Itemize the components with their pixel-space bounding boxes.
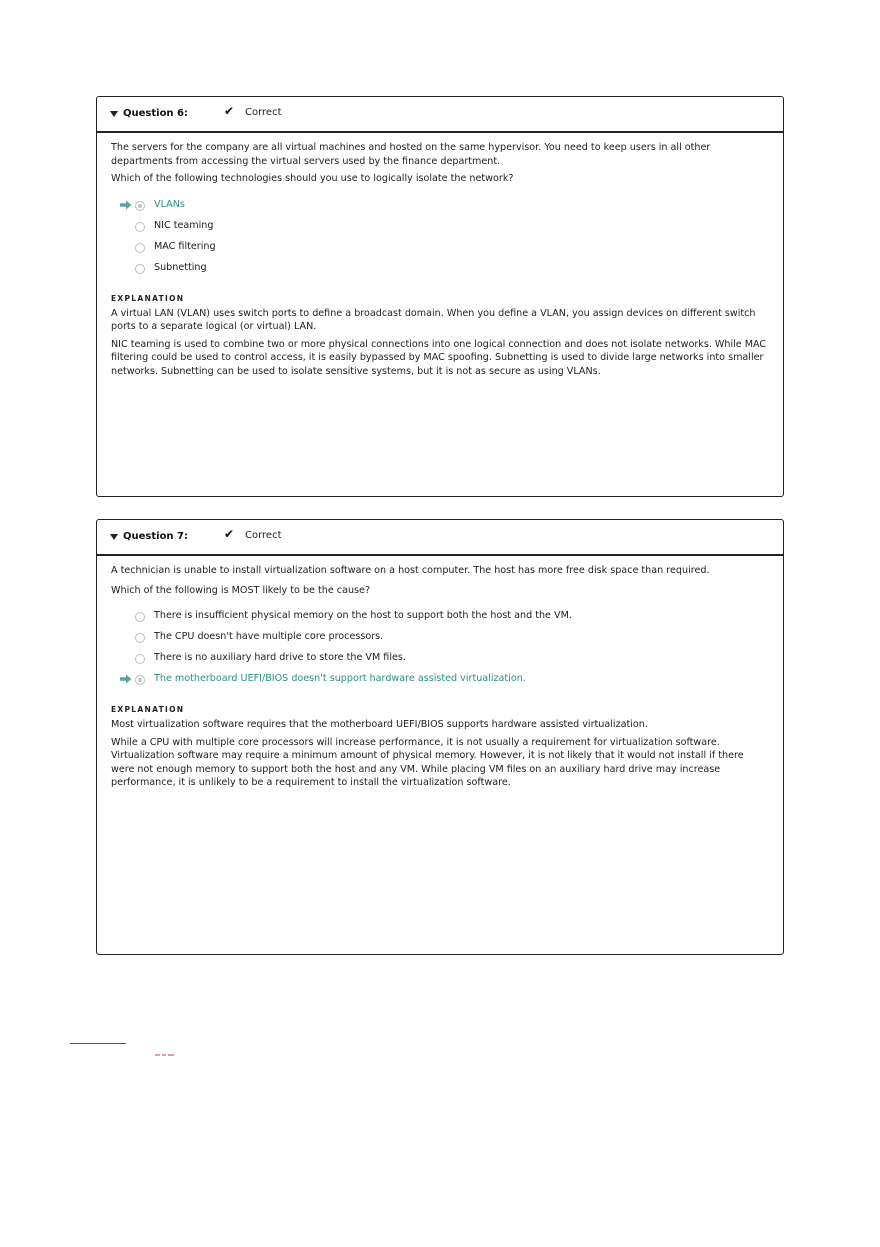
footer-mark <box>155 1041 177 1044</box>
answer-text: The CPU doesn't have multiple core processors. <box>154 631 384 642</box>
answer-list <box>111 609 769 693</box>
question-card-7 <box>96 519 784 955</box>
explanation-title: EXPLANATION <box>111 705 185 714</box>
question-body <box>97 133 783 378</box>
question-number: Question 6: <box>123 108 188 119</box>
answer-option[interactable] <box>111 219 769 240</box>
answer-option[interactable] <box>111 630 769 651</box>
answer-option[interactable] <box>111 261 769 282</box>
stem-paragraph: Which of the following technologies should you use to logically isolate the network? <box>111 173 514 184</box>
question-header[interactable] <box>97 520 783 556</box>
answer-text: VLANs <box>154 198 185 210</box>
question-number: Question 7: <box>123 531 188 542</box>
answer-option[interactable] <box>111 609 769 630</box>
answer-text: NIC teaming <box>154 219 214 231</box>
stem-paragraph: A technician is unable to install virtualization software on a host computer. The host has more free disk space than required. <box>111 565 710 576</box>
explanation-section <box>111 705 769 790</box>
explanation-title: EXPLANATION <box>111 293 185 303</box>
answer-option[interactable] <box>111 198 769 219</box>
question-stem <box>111 564 769 597</box>
radio-button[interactable] <box>135 675 145 685</box>
explanation-paragraph: A virtual LAN (VLAN) uses switch ports to define a broadcast domain. When you define a VLAN, you assign devices on different switch ports to a separate logical (or virtual) LAN. <box>111 307 756 332</box>
question-stem <box>111 141 769 186</box>
answer-list <box>111 198 769 282</box>
answer-text: There is no auxiliary hard drive to store the VM files. <box>154 652 406 663</box>
answer-text: MAC filtering <box>154 240 216 252</box>
stem-paragraph: The servers for the company are all virtual machines and hosted on the same hypervisor. You need to keep users in all other departments from accessing the virtual servers used by the finance department. <box>111 142 711 167</box>
answer-text: Subnetting <box>154 261 207 273</box>
explanation-paragraph: NIC teaming is used to combine two or more physical connections into one logical connection and does not isolate networks. While MAC filtering could be used to control access, it is easily bypassed by MAC spoofing. Subnetting is used to divide large networks into smaller networks. Subnetting can be used to isolate sensitive systems, but it is not as secure as using VLANs. <box>111 338 767 377</box>
radio-button[interactable] <box>135 201 145 211</box>
radio-button[interactable] <box>135 264 145 274</box>
stem-paragraph: Which of the following is MOST likely to be the cause? <box>111 584 371 596</box>
footer-divider <box>70 1043 126 1044</box>
radio-button[interactable] <box>135 243 145 253</box>
answer-option[interactable] <box>111 651 769 672</box>
explanation-section <box>111 294 769 379</box>
radio-button[interactable] <box>135 612 145 622</box>
arrow-right-icon <box>120 674 132 684</box>
status-text: Correct <box>245 530 282 541</box>
radio-button[interactable] <box>135 222 145 232</box>
explanation-paragraph: Most virtualization software requires that the motherboard UEFI/BIOS supports hardware assisted virtualization. <box>111 719 648 730</box>
answer-text: There is insufficient physical memory on the host to support both the host and the VM. <box>154 610 572 621</box>
status-text: Correct <box>245 107 282 118</box>
caret-down-icon[interactable] <box>110 534 118 540</box>
question-card-6 <box>96 96 784 497</box>
explanation-paragraph: While a CPU with multiple core processors will increase performance, it is not usually a requirement for virtualization software. Virtualization software may require a minimum amount of physical memory. However, it is not likely that it would not install if there were not enough memory to support both the host and any VM. While placing VM files on an auxiliary hard drive may increase performance, it is unlikely to be a requirement to install the virtualization software. <box>111 736 744 788</box>
caret-down-icon[interactable] <box>110 111 118 117</box>
checkmark-icon: ✔ <box>224 104 235 118</box>
question-header[interactable] <box>97 97 783 133</box>
answer-option[interactable] <box>111 672 769 693</box>
radio-button[interactable] <box>135 654 145 664</box>
question-body <box>97 556 783 790</box>
arrow-right-icon <box>120 200 132 210</box>
answer-text: The motherboard UEFI/BIOS doesn't support hardware assisted virtualization. <box>154 673 526 684</box>
answer-option[interactable] <box>111 240 769 261</box>
checkmark-icon: ✔ <box>224 527 235 541</box>
radio-button[interactable] <box>135 633 145 643</box>
